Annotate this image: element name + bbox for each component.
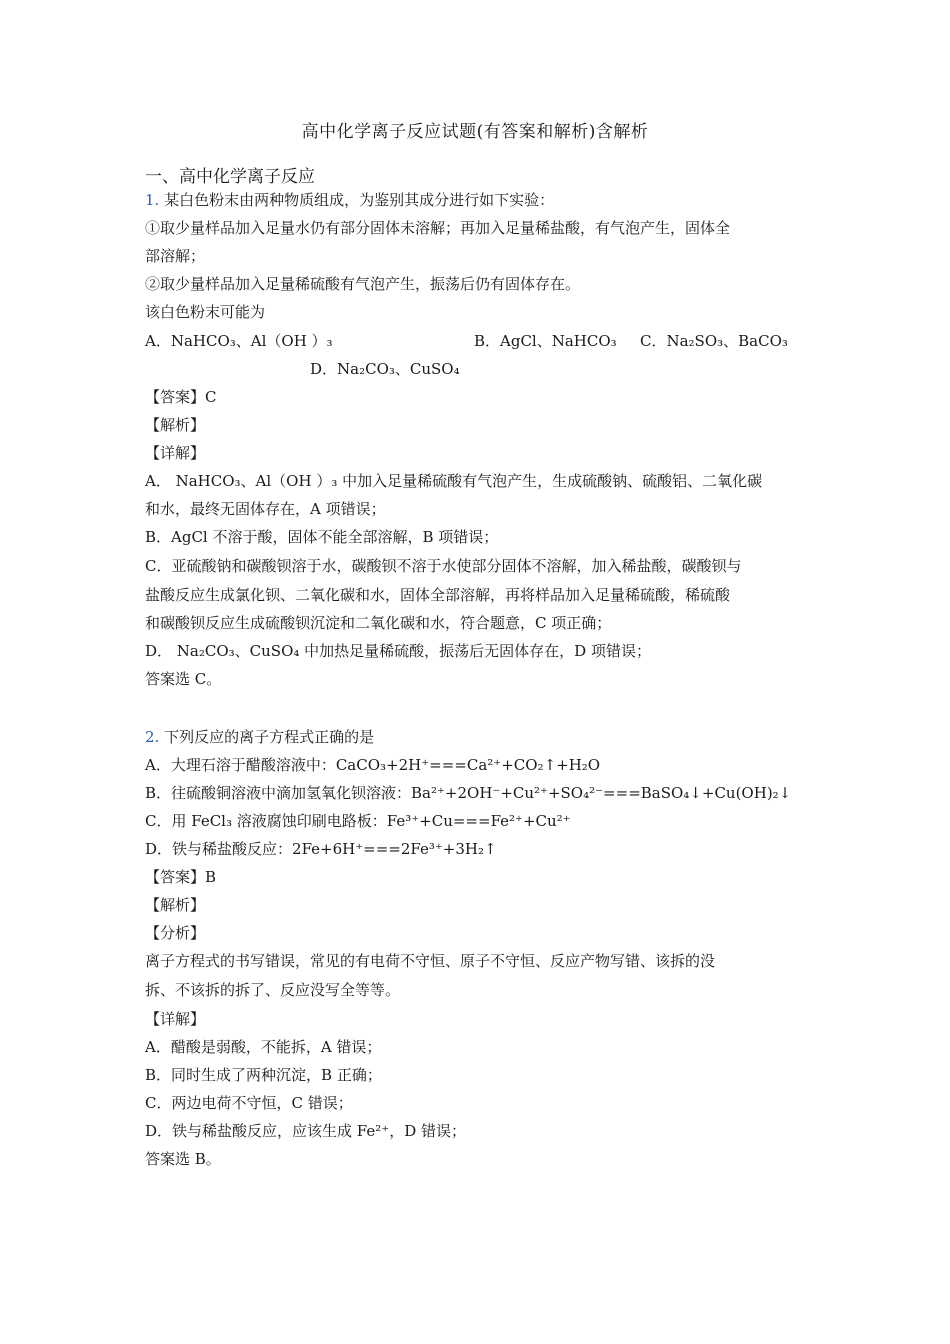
question-1-number: 1. [145,191,160,209]
question-1-explanation-c-line1: C．亚硫酸钠和碳酸钡溶于水，碳酸钡不溶于水使部分固体不溶解，加入稀盐酸，碳酸钡与 [145,557,742,575]
question-1-ask: 该白色粉末可能为 [145,303,266,321]
question-2-conclusion: 答案选 B。 [145,1150,221,1168]
question-1-detail-tag: 【详解】 [145,444,206,462]
question-2-option-a: A．大理石溶于醋酸溶液中：CaCO₃+2H⁺===Ca²⁺+CO₂↑+H₂O [145,756,601,774]
question-1-explanation-a-line1: A． NaHCO₃、Al（OH ）₃ 中加入足量稀硫酸有气泡产生，生成硫酸钠、硫酸铝、二氧化碳 [145,472,763,490]
question-1-explanation-c-line2: 盐酸反应生成氯化钡、二氧化碳和水，固体全部溶解，再将样品加入足量稀硫酸，稀硫酸 [145,586,731,604]
question-2-fenxi-line1: 离子方程式的书写错误，常见的有电荷不守恒、原子不守恒、反应产物写错、该拆的没 [145,952,716,970]
question-1-answer: 【答案】C [145,388,217,406]
question-1-explanation-d: D． Na₂CO₃、CuSO₄ 中加热足量稀硫酸，振荡后无固体存在，D 项错误； [145,642,651,660]
question-2-option-c: C．用 FeCl₃ 溶液腐蚀印刷电路板：Fe³⁺+Cu===Fe²⁺+Cu²⁺ [145,812,571,830]
question-2-analysis-tag: 【解析】 [145,896,206,914]
question-2-fenxi-tag: 【分析】 [145,924,206,942]
question-1-step2: ②取少量样品加入足量稀硫酸有气泡产生，振荡后仍有固体存在。 [145,275,581,293]
question-2-number: 2. [145,728,160,746]
question-2-option-d: D．铁与稀盐酸反应：2Fe+6H⁺===2Fe³⁺+3H₂↑ [145,840,497,858]
question-2-fenxi-line2: 拆、不该拆的拆了、反应没写全等等。 [145,981,401,999]
section-heading: 一、高中化学离子反应 [145,167,315,187]
question-1-step1-line1: ①取少量样品加入足量水仍有部分固体未溶解；再加入足量稀盐酸，有气泡产生，固体全 [145,219,731,237]
question-1-explanation-a-line2: 和水，最终无固体存在，A 项错误； [145,500,386,518]
document-title: 高中化学离子反应试题(有答案和解析)含解析 [301,122,649,142]
question-2-option-b: B．往硫酸铜溶液中滴加氢氧化钡溶液：Ba²⁺+2OH⁻+Cu²⁺+SO₄²⁻===BaSO₄↓+Cu(OH)₂↓ [145,784,792,802]
question-2-answer: 【答案】B [145,868,217,886]
question-1-step1-line2: 部溶解； [145,247,206,265]
question-1-option-a: A．NaHCO₃、Al（OH ）₃ [145,332,333,350]
question-1-conclusion: 答案选 C。 [145,670,222,688]
question-1-explanation-c-line3: 和碳酸钡反应生成硫酸钡沉淀和二氧化碳和水，符合题意，C 项正确； [145,614,612,632]
question-2-explanation-d: D．铁与稀盐酸反应，应该生成 Fe²⁺，D 错误； [145,1122,466,1140]
question-2-explanation-c: C．两边电荷不守恒，C 错误； [145,1094,353,1112]
question-1-stem: 1. 某白色粉末由两种物质组成，为鉴别其成分进行如下实验： [145,191,555,209]
question-1-explanation-b: B．AgCl 不溶于酸，固体不能全部溶解，B 项错误； [145,528,499,546]
question-1-option-c: C．Na₂SO₃、BaCO₃ [640,332,788,350]
question-1-analysis-tag: 【解析】 [145,416,206,434]
question-2-detail-tag: 【详解】 [145,1010,206,1028]
question-1-option-d: D．Na₂CO₃、CuSO₄ [310,360,460,378]
question-2-stem: 2. 下列反应的离子方程式正确的是 [145,728,375,746]
question-2-explanation-a: A．醋酸是弱酸，不能拆，A 错误； [145,1038,382,1056]
question-1-option-b: B．AgCl、NaHCO₃ [474,332,617,350]
question-2-explanation-b: B．同时生成了两种沉淀，B 正确； [145,1066,382,1084]
